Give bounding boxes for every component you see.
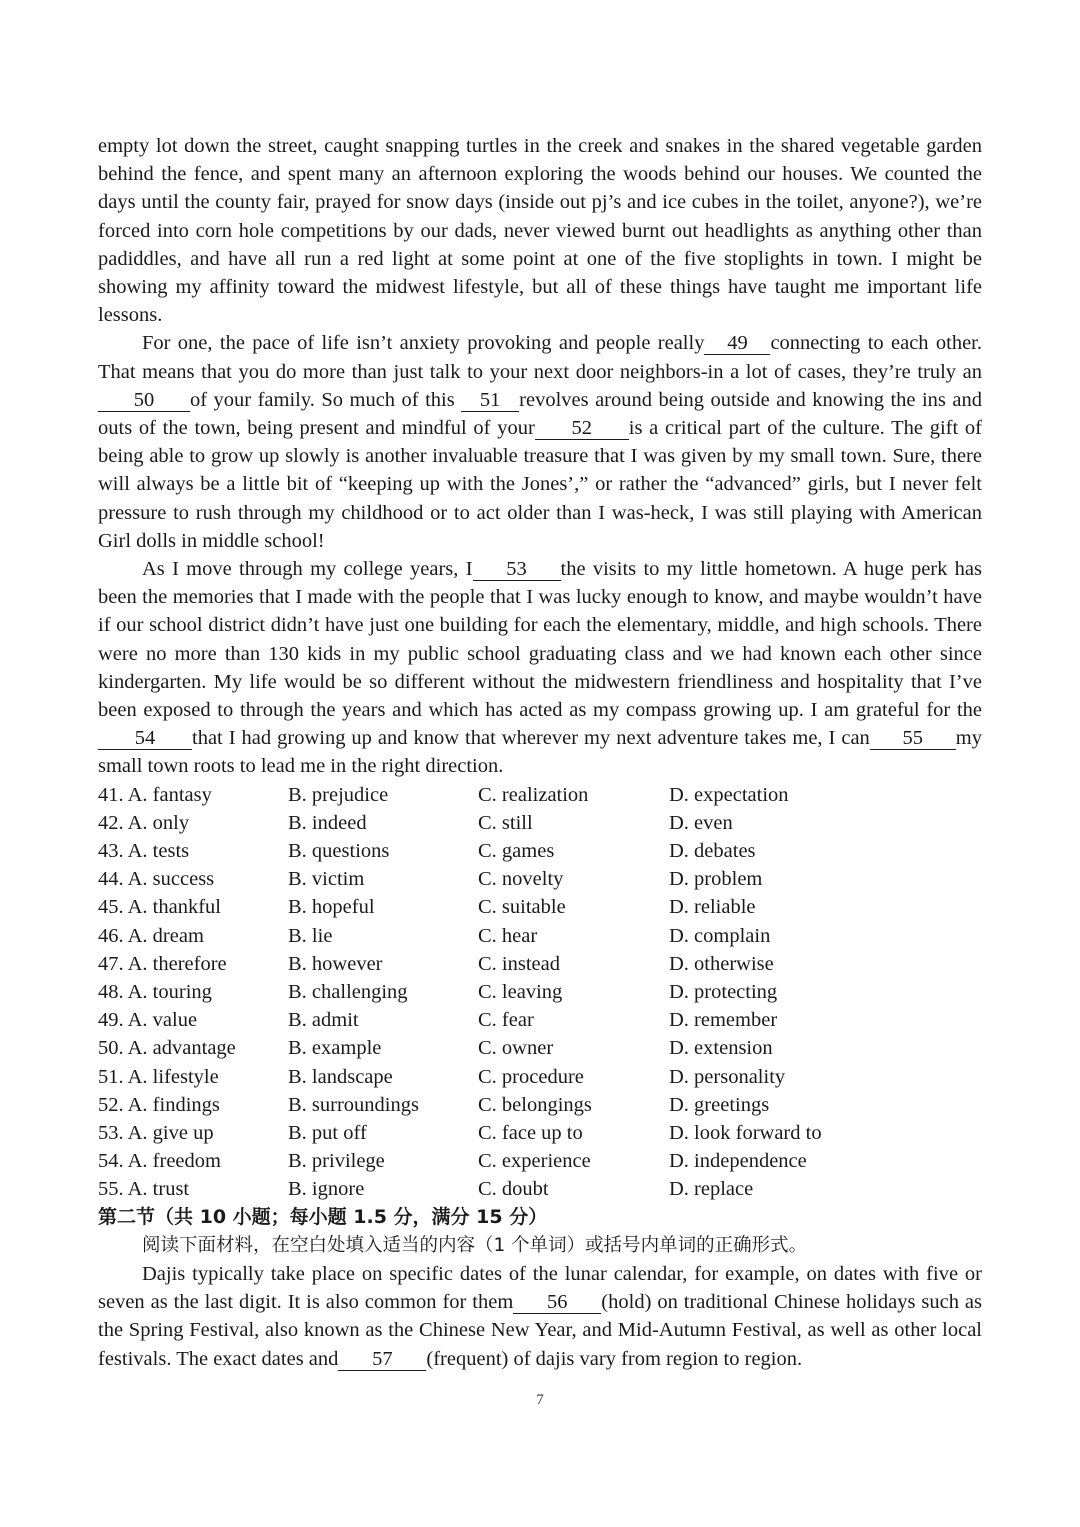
option-c[interactable]: C. leaving <box>478 980 563 1003</box>
option-c[interactable]: C. belongings <box>478 1093 592 1116</box>
option-a[interactable]: 51. A. lifestyle <box>98 1065 219 1088</box>
options-list <box>98 781 982 1204</box>
option-a[interactable]: 44. A. success <box>98 868 215 891</box>
option-d[interactable]: D. personality <box>669 1065 786 1088</box>
option-c[interactable]: C. owner <box>478 1037 554 1060</box>
option-b[interactable]: B. put off <box>288 1121 367 1144</box>
option-b[interactable]: B. victim <box>288 868 365 891</box>
blank-50[interactable]: 50 <box>98 389 190 412</box>
option-row-53 <box>98 1119 982 1147</box>
option-c[interactable]: C. novelty <box>478 868 564 891</box>
option-c[interactable]: C. hear <box>478 924 538 947</box>
blank-57[interactable]: 57 <box>338 1348 426 1371</box>
option-d[interactable]: D. even <box>669 811 733 834</box>
option-d[interactable]: D. greetings <box>669 1093 770 1116</box>
blank-53[interactable]: 53 <box>473 558 561 581</box>
passage-paragraph-1: empty lot down the street, caught snapping turtles in the creek and snakes in the shared vegetable garden behind the fence, and spent many an afternoon exploring the woods behind our houses. We counted the days until the county fair, prayed for snow days (inside out pj’s and ice cubes in the toilet, anyone?), we’re forced into corn hole competitions by our dads, never viewed burnt out headlights as anything other than padiddles, and have all run a red light at some point at one of the five stoplights in town. I might be showing my affinity toward the midwest lifestyle, but all of these things have taught me important life lessons. <box>98 135 982 327</box>
option-a[interactable]: 47. A. therefore <box>98 952 227 975</box>
option-c[interactable]: C. still <box>478 811 533 834</box>
blank-54[interactable]: 54 <box>98 727 192 750</box>
option-d[interactable]: D. complain <box>669 924 771 947</box>
text-segment: For one, the pace of life isn’t anxiety provoking and people really <box>142 332 705 355</box>
option-a[interactable]: 45. A. thankful <box>98 896 221 919</box>
option-b[interactable]: B. indeed <box>288 811 367 834</box>
option-b[interactable]: B. admit <box>288 1009 359 1032</box>
option-a[interactable]: 46. A. dream <box>98 924 204 947</box>
option-d[interactable]: D. protecting <box>669 980 778 1003</box>
option-row-46 <box>98 922 982 950</box>
option-row-48 <box>98 978 982 1006</box>
option-d[interactable]: D. independence <box>669 1150 807 1173</box>
option-b[interactable]: B. questions <box>288 840 390 863</box>
option-c[interactable]: C. suitable <box>478 896 566 919</box>
text-segment: Dajis typically take place on specific dates of the lunar calendar, for example, on dates with five or seven as the last digit. It is also common for them <box>98 1262 982 1314</box>
option-c[interactable]: C. games <box>478 840 555 863</box>
option-b[interactable]: B. example <box>288 1037 382 1060</box>
option-row-49 <box>98 1006 982 1034</box>
text-segment: (frequent) of dajis vary from region to region. <box>426 1347 803 1370</box>
text-segment: As I move through my college years, I <box>142 558 473 581</box>
option-row-50 <box>98 1034 982 1062</box>
section-instruction: 阅读下面材料，在空白处填入适当的内容（1 个单词）或括号内单词的正确形式。 <box>142 1234 808 1256</box>
text-segment: that I had growing up and know that wherever my next adventure takes me, I can <box>192 727 870 750</box>
section-heading: 第二节（共 10 小题；每小题 1.5 分，满分 15 分） <box>98 1206 548 1229</box>
option-c[interactable]: C. doubt <box>478 1178 549 1201</box>
blank-56[interactable]: 56 <box>513 1291 601 1314</box>
option-row-42 <box>98 809 982 837</box>
text-segment: the visits to my little hometown. A huge perk has been the memories that I made with the people that I was lucky enough to know, and maybe wouldn’t have if our school district didn’t have just one building for each the elementary, middle, and high schools. There were no more than 130 kids in my public school graduating class and we had known each other since kindergarten. My life would be so different without the midwestern friendliness and hospitality that I’ve been exposed to through the years and which has acted as my compass growing up. I am grateful for the <box>98 558 982 722</box>
option-d[interactable]: D. look forward to <box>669 1121 822 1144</box>
option-a[interactable]: 41. A. fantasy <box>98 783 212 806</box>
option-b[interactable]: B. challenging <box>288 980 408 1003</box>
option-a[interactable]: 48. A. touring <box>98 980 212 1003</box>
option-a[interactable]: 53. A. give up <box>98 1121 214 1144</box>
option-c[interactable]: C. realization <box>478 783 589 806</box>
option-a[interactable]: 54. A. freedom <box>98 1150 221 1173</box>
option-row-55 <box>98 1175 982 1203</box>
option-d[interactable]: D. expectation <box>669 783 789 806</box>
text-segment: revolves around being outside and knowing the ins and outs of the town, being present and mindful of your <box>98 388 982 440</box>
blank-49[interactable]: 49 <box>704 332 770 355</box>
option-row-54 <box>98 1147 982 1175</box>
option-a[interactable]: 52. A. findings <box>98 1093 220 1116</box>
option-d[interactable]: D. reliable <box>669 896 756 919</box>
section2-paragraph-1 <box>98 1260 982 1373</box>
option-d[interactable]: D. problem <box>669 868 763 891</box>
option-c[interactable]: C. fear <box>478 1009 534 1032</box>
option-c[interactable]: C. procedure <box>478 1065 584 1088</box>
option-row-43 <box>98 837 982 865</box>
passage-paragraph-3 <box>98 555 982 781</box>
blank-51[interactable]: 51 <box>461 389 519 412</box>
option-b[interactable]: B. ignore <box>288 1178 365 1201</box>
option-row-45 <box>98 893 982 921</box>
page-number: 7 <box>536 1392 544 1408</box>
option-b[interactable]: B. hopeful <box>288 896 375 919</box>
option-c[interactable]: C. instead <box>478 952 560 975</box>
option-d[interactable]: D. extension <box>669 1037 773 1060</box>
option-b[interactable]: B. lie <box>288 924 333 947</box>
option-c[interactable]: C. experience <box>478 1150 591 1173</box>
option-c[interactable]: C. face up to <box>478 1121 583 1144</box>
text-segment: is a critical part of the culture. The gift of being able to grow up slowly is another invaluable treasure that I was given by my small town. Sure, there will always be a little bit of “keeping up with the Jones’,” or rather the “advanced” girls, but I never felt pressure to rush through my childhood or to act older than I was-heck, I was still playing with American Girl dolls in middle school! <box>98 417 982 552</box>
option-row-44 <box>98 865 982 893</box>
option-b[interactable]: B. surroundings <box>288 1093 419 1116</box>
option-a[interactable]: 55. A. trust <box>98 1178 190 1201</box>
option-row-51 <box>98 1063 982 1091</box>
option-a[interactable]: 42. A. only <box>98 811 190 834</box>
text-segment: my small town roots to lead me in the right direction. <box>98 727 982 778</box>
option-d[interactable]: D. debates <box>669 840 756 863</box>
option-b[interactable]: B. privilege <box>288 1150 385 1173</box>
option-row-41 <box>98 781 982 809</box>
option-d[interactable]: D. replace <box>669 1178 754 1201</box>
option-b[interactable]: B. prejudice <box>288 783 389 806</box>
option-a[interactable]: 43. A. tests <box>98 840 190 863</box>
option-a[interactable]: 49. A. value <box>98 1009 198 1032</box>
exam-page <box>98 132 982 1373</box>
text-segment: connecting to each other. That means that you do more than just talk to your next door neighbors-in a lot of cases, they’re truly an <box>98 332 982 383</box>
text-segment: of your family. So much of this <box>190 388 462 411</box>
option-d[interactable]: D. otherwise <box>669 952 774 975</box>
text-segment: (hold) on traditional Chinese holidays such as the Spring Festival, also known as the Chinese New Year, and Mid-Autumn Festival, as well as other local festivals. The exact dates and <box>98 1291 982 1370</box>
blank-52[interactable]: 52 <box>535 417 629 440</box>
option-b[interactable]: B. however <box>288 952 383 975</box>
option-a[interactable]: 50. A. advantage <box>98 1037 236 1060</box>
option-row-52 <box>98 1091 982 1119</box>
blank-55[interactable]: 55 <box>870 727 956 750</box>
option-d[interactable]: D. remember <box>669 1009 778 1032</box>
passage-paragraph-2 <box>98 329 982 555</box>
option-row-47 <box>98 950 982 978</box>
option-b[interactable]: B. landscape <box>288 1065 393 1088</box>
